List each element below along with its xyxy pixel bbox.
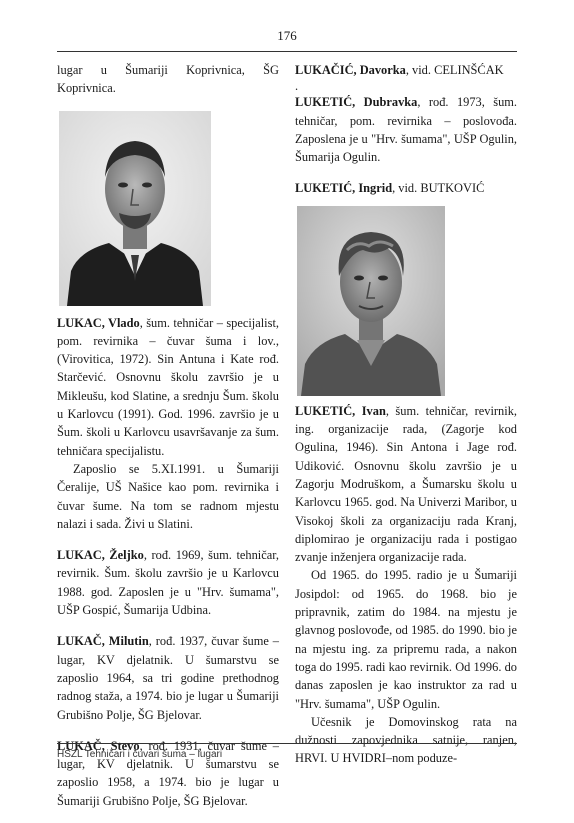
entry-text: , vid. CELINŠĆAK [405,63,504,77]
entry-name: LUKAC, Vlado [57,315,140,330]
entry-lukac-zeljko [57,546,279,619]
entry-text: , rođ. 1973, šum. tehničar, pom. revirnika – poslovođa. Zaposlena je u "Hrv. šumama", UŠP Ogulin, Šumarija Ogulin. [295,95,518,165]
entry-name: LUKETIĆ, Ivan [295,403,386,418]
entry-name: LUKAČ, Milutin [57,634,149,649]
entry-luketic-ingrid [295,179,517,197]
entry-luketic-ivan [295,402,517,768]
page-footer: HŠZL Tehničari i čuvari šuma – lugari [57,749,223,760]
entry-text: Od 1965. do 1995. radio je u Šumariji Josipdol: od 1965. do 1968. bio je pripravnik, zatim do 1984. na mjestu je glavnog poslovođe, od 1985. do 1990. bio je na mjestu ing. za pripremu rada, a nakon toga do 1995. radi kao revirnik. Od 1996. do danas zaposlen je kao instruktor za rad u "Hrv. šumama", UŠP Ogulin. [295,568,517,711]
right-column [295,61,517,781]
entry-name: LUKAČIĆ, Davorka [295,63,406,77]
entry-name: LUKAČ, Stevo [57,738,140,753]
entry-lukac-vlado [57,314,279,534]
entry-luketic-dubravka [295,93,517,166]
entry-lukacic-davorka [295,61,517,79]
entry-text: , šum. tehničar, revirnik, ing. organizacije rada, (Zagorje kod Ogulina, 1946). Sin Antona i Jage rođ. Udiković. Osnovnu školu završio je u Zagorju Modruškom, a Šumarsku školu u Karlovcu 1965. god. Na Univerzi Maribor, u Visokoj školi za organizaciju rada Kranj, diplomirao je organizaciju rada i postigao zvanje inženjera organizacije rada. [295,403,517,565]
portrait-photo-vlado [59,111,211,306]
entry-text: , vid. BUTKOVIĆ [392,181,485,196]
portrait-photo-ivan [297,206,445,396]
entry-text: , rođ. 1969, šum. tehničar, revirnik. Šum. školu završio je u Karlovcu 1988. god. Zaposlen je u "Hrv. šumama", UŠP Gospić, Šumarija Udbina. [57,548,279,618]
footer-rule [57,743,517,744]
entry-text: Zaposlio se 5.XI.1991. u Šumariji Čeralije, UŠ Našice kao pom. revirnika i čuvar šume. Na tom se radnom mjestu nalazi i sada. Živi u Slatini. [57,461,279,531]
stray-dot: . [295,79,299,94]
entry-text: Učesnik je Domovinskog rata na dužnosti zapovjednika satnije, ranjen, HRVI. U HVIDRI–nom poduze- [295,714,517,766]
entry-text: , šum. tehničar – specijalist, pom. revirnika – čuvar šuma i lov., (Virovitica, 1972). Sin Antuna i Kate rođ. Starčević. Osnovnu školu završio je u Mikleušu, kod Slatine, a srednju Šum. školu u Karlovcu (1991). God. 1996. završio je u Šum. školi u Karlovcu usavršavanje za šum. tehničara specijalistu. [57,315,279,458]
entry-text: , rođ. 1931, čuvar šume – lugar, KV djelatnik. U šumarstvu se zaposlio 1958, a 1974. bio je lugar u Šumariji Grubišno Polje, ŠG Bjelovar. [57,738,279,808]
entry-continuation-text: lugar u Šumariji Koprivnica, ŠG Koprivnica. [57,63,279,96]
header-rule [57,51,517,52]
entry-name: LUKAC, Željko [57,548,144,563]
entry-lukac-milutin [57,632,279,723]
entry-name: LUKETIĆ, Ingrid [295,181,393,196]
page-number: 176 [277,28,297,43]
entry-continuation [57,61,279,98]
left-column [57,61,279,823]
entry-text: , rođ. 1937, čuvar šume – lugar, KV djelatnik. U šumarstvu se zaposlio 1964, sa tri godine prethodnog radnog staža, a 1974. bio je lugar u Šumariji Grubišno Polje, ŠG Bjelovar. [57,634,280,722]
entry-name: LUKETIĆ, Dubravka [295,95,418,110]
entry-lukac-stevo [57,737,279,810]
